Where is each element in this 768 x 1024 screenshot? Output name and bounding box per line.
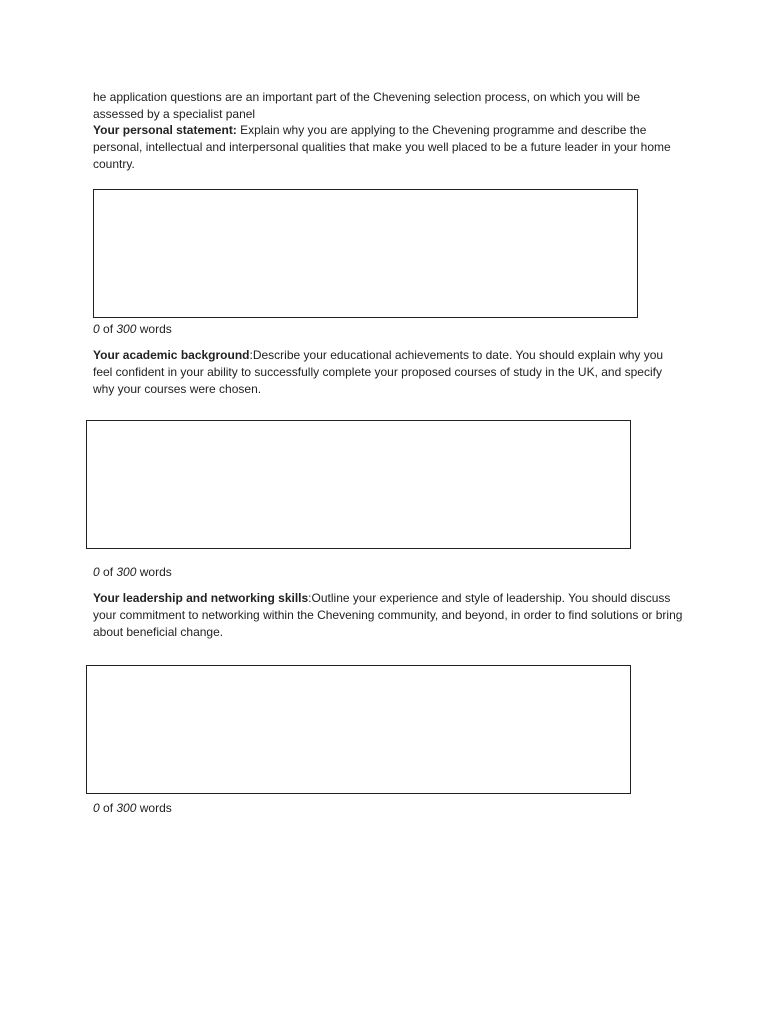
question-separator: : xyxy=(308,591,312,605)
word-count-of: of xyxy=(99,322,117,336)
intro-text: he application questions are an important part of the Chevening selection process, on which you will be assessed by a specialist panel xyxy=(93,90,640,121)
personal-statement-question xyxy=(93,122,683,173)
word-count-current: 0 xyxy=(93,322,100,336)
word-count xyxy=(93,564,172,580)
word-count-unit: words xyxy=(136,322,172,336)
word-count-of: of xyxy=(99,801,117,815)
personal-statement-answer-box[interactable] xyxy=(93,189,638,318)
question-prompt: Explain why you are applying to the Chevening programme and describe the personal, intellectual and interpersonal qualities that make you well placed to be a future leader in your home country. xyxy=(93,123,671,171)
academic-background-answer-box[interactable] xyxy=(86,420,631,549)
question-prompt: Describe your educational achievements to date. You should explain why you feel confident in your ability to successfully complete your proposed courses of study in the UK, and specify why your courses were chosen. xyxy=(93,348,664,396)
word-count-max: 300 xyxy=(116,801,137,815)
word-count-unit: words xyxy=(136,801,172,815)
word-count-unit: words xyxy=(136,565,172,579)
word-count-current: 0 xyxy=(93,801,100,815)
word-count xyxy=(93,800,172,816)
question-title: Your academic background xyxy=(93,348,250,362)
word-count-of: of xyxy=(99,565,117,579)
academic-background-question xyxy=(93,347,683,398)
leadership-answer-box[interactable] xyxy=(86,665,631,794)
word-count-max: 300 xyxy=(116,565,137,579)
word-count-max: 300 xyxy=(116,322,137,336)
question-title: Your personal statement: xyxy=(93,123,237,137)
question-separator: : xyxy=(249,348,253,362)
word-count-current: 0 xyxy=(93,565,100,579)
leadership-question xyxy=(93,590,683,641)
question-title: Your leadership and networking skills xyxy=(93,591,309,605)
word-count xyxy=(93,321,172,337)
question-prompt: Outline your experience and style of leadership. You should discuss your commitment to networking within the Chevening community, and beyond, in order to find solutions or bring about beneficial change. xyxy=(93,591,683,639)
